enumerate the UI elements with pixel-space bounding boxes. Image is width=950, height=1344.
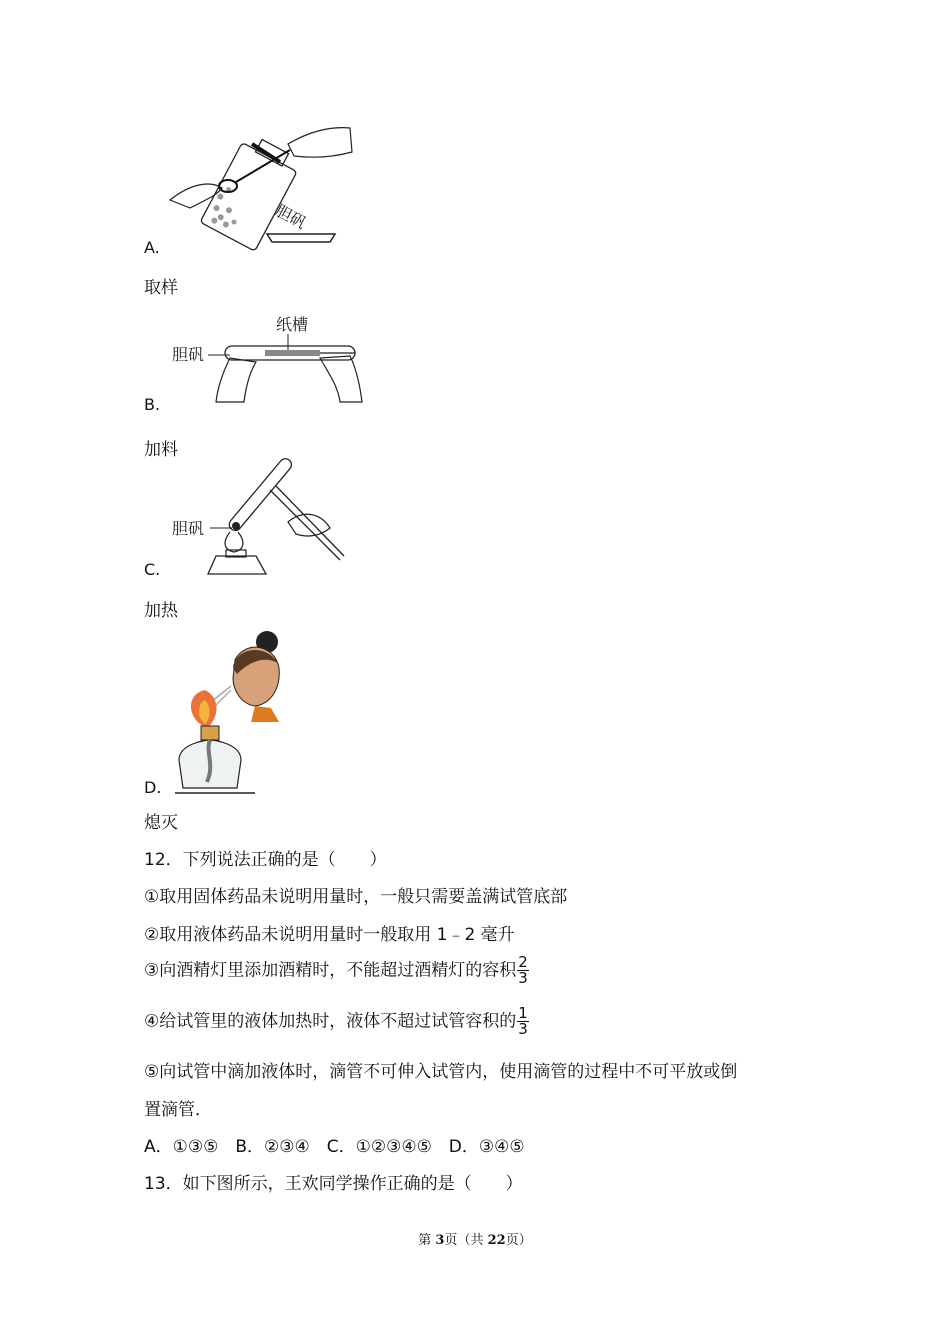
option-d-caption: 熄灭 [144,813,178,833]
statement-5-line-1: ⑤向试管中滴加液体时，滴管不可伸入试管内，使用滴管的过程中不可平放或倒 [144,1062,738,1082]
figure-b [170,310,365,405]
figure-d [175,628,285,796]
question-12-stem: 12．下列说法正确的是（ ） [144,850,387,870]
page-number: 3 [435,1233,445,1248]
option-d-letter: D. [144,778,162,797]
figure-c [170,470,345,580]
svg-text:胆矾: 胆矾 [272,200,310,233]
statement-5-line-2: 置滴管． [144,1100,212,1120]
question-13-stem: 13．如下图所示，王欢同学操作正确的是（ ） [144,1174,523,1194]
fraction-two-thirds: $\frac{2}{3}$ [518,953,528,987]
option-b-letter: B. [144,395,161,414]
option-c-letter: C. [144,560,161,579]
option-b-caption: 加料 [144,440,178,460]
statement-4-text: ④给试管里的液体加热时，液体不超过试管容积的 [144,1011,517,1032]
svg-text:胆矾: 胆矾 [172,519,205,538]
statement-3 [144,955,529,986]
question-12-choices: A．①③⑤ B．②③④ C．①②③④⑤ D．③④⑤ [144,1137,525,1157]
svg-text:胆矾: 胆矾 [172,345,205,364]
option-c-caption: 加热 [144,601,178,621]
page-footer: 第 3页（共 22页） [418,1233,532,1248]
total-pages: 22 [487,1233,506,1248]
option-a-letter: A. [144,238,160,257]
option-a-caption: 取样 [144,278,178,298]
statement-3-text: ③向酒精灯里添加酒精时，不能超过酒精灯的容积 [144,960,517,981]
figure-a [170,122,360,247]
statement-1: ①取用固体药品未说明用量时，一般只需要盖满试管底部 [144,887,568,907]
statement-2: ②取用液体药品未说明用量时一般取用 1﹣2 毫升 [144,925,515,945]
fraction-one-third: $\frac{1}{3}$ [518,1004,528,1038]
svg-text:纸槽: 纸槽 [276,315,309,334]
statement-4 [144,1006,529,1037]
